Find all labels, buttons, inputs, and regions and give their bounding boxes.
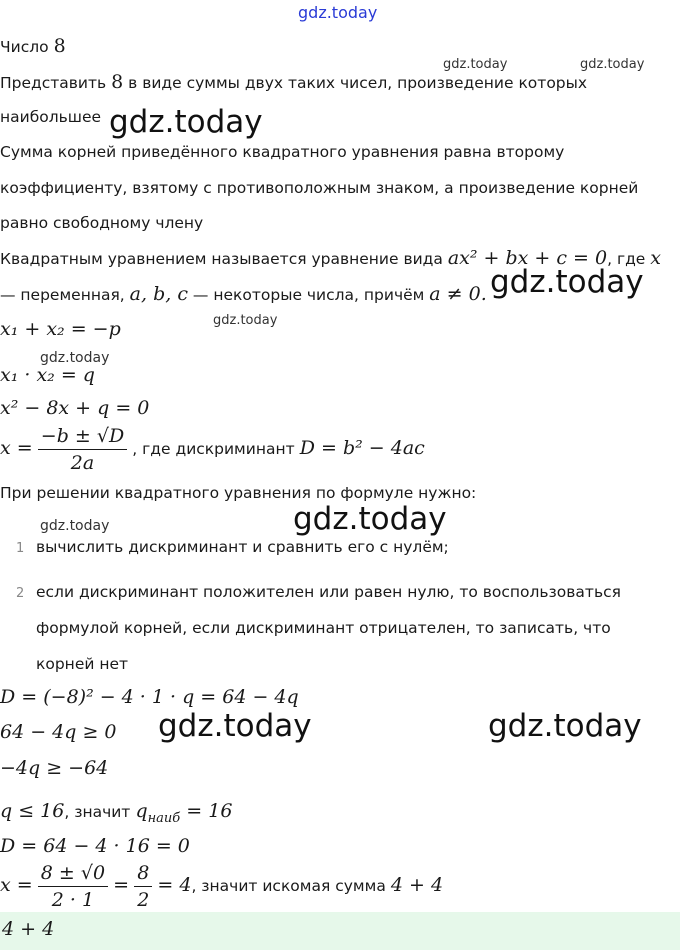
root-numerator-2: 8 bbox=[134, 860, 152, 887]
roots-denominator: 2a bbox=[70, 452, 95, 474]
list-item-2-line-1: если дискриминант положителен или равен нулю, то воспользоваться bbox=[36, 583, 621, 601]
inequality-1: 64 − 4q ≥ 0 bbox=[0, 721, 117, 743]
roots-fraction bbox=[38, 423, 127, 476]
root-denominator-1: 2 · 1 bbox=[51, 889, 95, 911]
watermark-small-4: gdz.today bbox=[40, 350, 110, 366]
page-heading bbox=[0, 35, 66, 57]
answer-box bbox=[0, 912, 680, 950]
roots-numerator: −b ± √D bbox=[38, 423, 127, 450]
list-number-1: 1 bbox=[16, 541, 25, 556]
list-item-2-line-3: корней нет bbox=[36, 655, 129, 673]
watermark-small-2: gdz.today bbox=[580, 57, 645, 72]
vieta-line-1: Сумма корней приведённого квадратного уравнения равна второму bbox=[0, 143, 565, 161]
root-text: , значит искомая сумма bbox=[191, 877, 386, 895]
watermark-large-2: gdz.today bbox=[490, 264, 644, 300]
root-result: = 4 bbox=[157, 874, 192, 896]
equation-formula: x² − 8x + q = 0 bbox=[0, 397, 150, 419]
watermark-large-1: gdz.today bbox=[109, 104, 263, 140]
discriminant-expression: D = (−8)² − 4 · 1 · q = 64 − 4q bbox=[0, 686, 299, 708]
task-text-2: в виде суммы двух таких чисел, произведение которых bbox=[128, 74, 588, 92]
root-numerator-1: 8 ± √0 bbox=[38, 860, 108, 887]
list-number-2: 2 bbox=[16, 586, 25, 601]
inequality-3-text: , значит bbox=[64, 803, 131, 821]
quadratic-general-form: ax² + bx + c = 0 bbox=[447, 247, 608, 269]
task-text-1: Представить bbox=[0, 74, 107, 92]
roots-formula-line bbox=[0, 423, 425, 476]
inequality-2: −4q ≥ −64 bbox=[0, 757, 109, 779]
root-fraction-1 bbox=[38, 860, 108, 913]
watermark-top: gdz.today bbox=[298, 3, 378, 22]
discriminant-formula: D = b² − 4ac bbox=[299, 437, 425, 459]
watermark-large-5: gdz.today bbox=[488, 708, 642, 744]
watermark-small-5: gdz.today bbox=[40, 518, 110, 534]
definition-text: Квадратным уравнением называется уравнение вида bbox=[0, 250, 443, 268]
root-denominator-2: 2 bbox=[137, 889, 150, 911]
task-number: 8 bbox=[111, 71, 124, 93]
root-lhs: x = bbox=[0, 874, 33, 896]
sought-sum: 4 + 4 bbox=[390, 874, 444, 896]
root-equals: = bbox=[113, 874, 130, 896]
definition-line-1 bbox=[0, 247, 661, 269]
answer-value: 4 + 4 bbox=[2, 918, 55, 940]
procedure-intro: При решении квадратного уравнения по формуле нужно: bbox=[0, 484, 477, 502]
a-nonzero-condition: a ≠ 0. bbox=[429, 283, 487, 305]
roots-text: , где дискриминант bbox=[132, 440, 295, 458]
heading-number: 8 bbox=[53, 35, 66, 57]
vieta-sum-formula: x₁ + x₂ = −p bbox=[0, 318, 121, 340]
inequality-3: q ≤ 16 bbox=[0, 800, 65, 822]
definition-variable: x bbox=[650, 247, 662, 269]
root-computation-line bbox=[0, 860, 443, 913]
definition-text-2: — переменная, bbox=[0, 286, 125, 304]
vieta-line-2: коэффициенту, взятому с противоположным знаком, а произведение корней bbox=[0, 179, 639, 197]
definition-text-3: — некоторые числа, причём bbox=[192, 286, 425, 304]
definition-line-2 bbox=[0, 283, 487, 305]
heading-label: Число bbox=[0, 38, 49, 56]
watermark-large-4: gdz.today bbox=[158, 708, 312, 744]
roots-lhs: x = bbox=[0, 437, 33, 459]
vieta-product-formula: x₁ · x₂ = q bbox=[0, 364, 95, 386]
definition-tail: , где bbox=[607, 250, 646, 268]
vieta-line-3: равно свободному члену bbox=[0, 214, 204, 232]
watermark-small-1: gdz.today bbox=[443, 57, 508, 72]
list-item-2-line-2: формулой корней, если дискриминант отрицателен, то записать, что bbox=[36, 619, 611, 637]
task-line-1 bbox=[0, 71, 587, 93]
q-max-value: = 16 bbox=[186, 800, 233, 822]
watermark-small-3: gdz.today bbox=[213, 313, 278, 328]
root-fraction-2 bbox=[134, 860, 152, 913]
task-line-2: наибольшее bbox=[0, 108, 102, 126]
watermark-large-3: gdz.today bbox=[293, 501, 447, 537]
q-max bbox=[135, 800, 233, 826]
q-max-subscript: наиб bbox=[147, 810, 181, 826]
list-item-1-line-1: вычислить дискриминант и сравнить его с нулём; bbox=[36, 538, 449, 556]
coefficient-vars: a, b, c bbox=[129, 283, 188, 305]
q-max-var: q bbox=[135, 800, 148, 822]
inequality-3-line bbox=[0, 800, 232, 826]
discriminant-zero: D = 64 − 4 · 16 = 0 bbox=[0, 835, 190, 857]
